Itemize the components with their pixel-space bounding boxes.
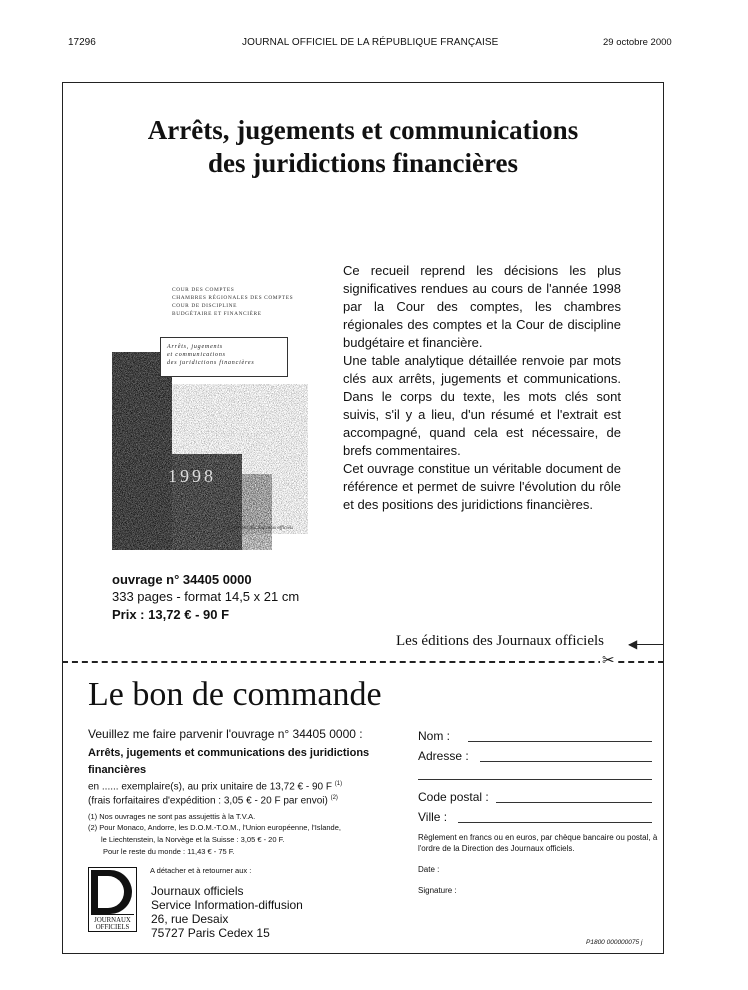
postal-code-label: Code postal : <box>418 790 489 804</box>
scissors-icon: ✂ <box>602 652 615 669</box>
cover-publisher: Les éditions des Journaux officiels <box>224 526 294 531</box>
order-request: Veuillez me faire parvenir l'ouvrage n° 34405 0000 : <box>88 727 363 741</box>
detach-instruction: A détacher et à retourner aux : <box>150 866 252 875</box>
address-field-line-2[interactable] <box>418 779 652 780</box>
shipping-line <box>88 795 338 806</box>
editions-label: Les éditions des Journaux officiels <box>396 633 605 649</box>
product-price: Prix : 13,72 € - 90 F <box>112 607 230 622</box>
footnote-ref: (2) <box>330 795 338 801</box>
footnote-2-line: Pour le reste du monde : 11,43 € - 75 F. <box>103 847 235 856</box>
cover-line: COUR DES COMPTES <box>172 287 235 293</box>
signature-label: Signature : <box>418 886 457 895</box>
book-description <box>343 262 621 514</box>
address-line: Service Information-diffusion <box>151 898 303 912</box>
cover-title-line: Arrêts, jugements <box>167 344 223 350</box>
product-format: 333 pages - format 14,5 x 21 cm <box>112 589 300 604</box>
title-line-1: Arrêts, jugements et communications <box>147 115 579 145</box>
description-paragraph: Une table analytique détaillée renvoie par mots clés aux arrêts, jugements et communications. Dans le corps du texte, les mots clés sont suivis, s'il y a lieu, d'un résumé et l'extrait est accompagné, quand cela est nécessaire, de brefs commentaires. <box>343 353 621 458</box>
cut-line <box>62 661 664 663</box>
quantity-text: en ...... exemplaire(s), au prix unitaire de 13,72 € - 90 F <box>88 781 333 793</box>
name-label: Nom : <box>418 729 451 743</box>
city-field[interactable] <box>458 822 652 823</box>
footnote-2-line: le Liechtenstein, la Norvège et la Suisse : 3,05 € - 20 F. <box>101 835 285 844</box>
footnote-ref: (1) <box>334 781 343 787</box>
cover-line: BUDGÉTAIRE ET FINANCIÈRE <box>172 311 262 317</box>
arrow-left-icon: ◀ <box>628 637 638 651</box>
address-field[interactable] <box>480 761 652 762</box>
address-line: 26, rue Desaix <box>151 912 229 926</box>
postal-code-field[interactable] <box>496 802 652 803</box>
payment-instructions: Règlement en francs ou en euros, par chèque bancaire ou postal, à l'ordre de la Direction des Journaux officiels. <box>418 833 658 853</box>
cover-line: COUR DE DISCIPLINE <box>172 303 238 309</box>
reference-code: P1800 000000075 j <box>586 939 643 946</box>
page-number: 17296 <box>68 37 96 48</box>
order-item-title: Arrêts, jugements et communications des juridictions financières <box>88 747 370 776</box>
date-label: Date : <box>418 865 440 874</box>
cover-title-line: des juridictions financières <box>167 360 255 366</box>
logo-text: OFFICIELS <box>95 924 130 931</box>
address-line: Journaux officiels <box>151 884 244 898</box>
name-field[interactable] <box>468 741 652 742</box>
cover-title-line: et communications <box>167 352 226 358</box>
footnote-2-line: (2) Pour Monaco, Andorre, les D.O.M.-T.O.M., l'Union européenne, l'Islande, <box>88 823 341 832</box>
cover-title-box <box>160 337 288 377</box>
issue-date: 29 octobre 2000 <box>603 37 672 48</box>
cover-year: 1998 <box>168 466 216 486</box>
logo-text: JOURNAUX <box>94 917 131 924</box>
page-title <box>62 114 664 180</box>
city-label: Ville : <box>418 810 448 824</box>
description-paragraph: Cet ouvrage constitue un véritable document de référence et permet de suivre l'évolution du rôle et des positions des juridictions financières. <box>343 461 621 512</box>
title-line-2: des juridictions financières <box>208 148 518 178</box>
order-form-title: Le bon de commande <box>88 676 382 713</box>
journaux-officiels-logo <box>88 867 137 932</box>
quantity-line <box>88 781 342 792</box>
cover-line: CHAMBRES RÉGIONALES DES COMPTES <box>172 295 294 301</box>
description-paragraph: Ce recueil reprend les décisions les plus significatives rendues au cours de l'année 1998 par la Cour des comptes, les chambres régionales des comptes et la Cour de discipline budgétaire et financière. <box>343 263 621 350</box>
shipping-text: (frais forfaitaires d'expédition : 3,05 € - 20 F par envoi) <box>88 795 328 807</box>
address-line: 75727 Paris Cedex 15 <box>151 926 270 940</box>
footnote-1: (1) Nos ouvrages ne sont pas assujettis à la T.V.A. <box>88 812 256 821</box>
address-label: Adresse : <box>418 749 469 763</box>
journal-title: JOURNAL OFFICIEL DE LA RÉPUBLIQUE FRANÇAISE <box>242 37 499 48</box>
product-reference: ouvrage n° 34405 0000 <box>112 572 252 587</box>
